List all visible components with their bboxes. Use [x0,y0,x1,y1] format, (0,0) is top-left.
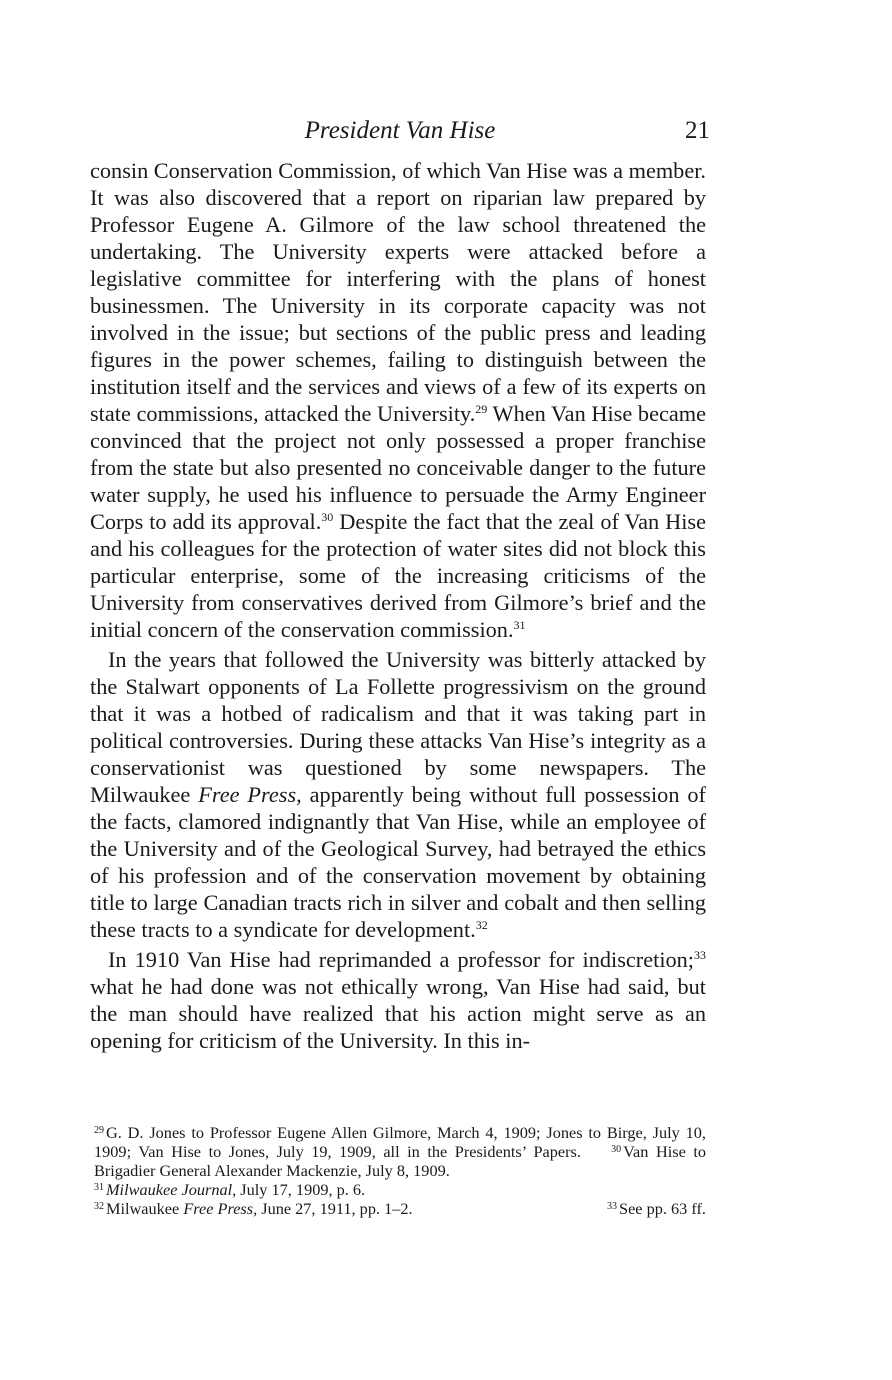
footnote-31-mark: 31 [94,1182,104,1193]
footnote-30-mark: 30 [611,1144,622,1155]
footnote-30-text: Van Hise to Brigadier General Alexander Mackenzie, July 8, 1909. [94,1142,707,1180]
note-ref-33: 33 [694,948,706,962]
footnote-32-text: June 27, 1911, pp. 1–2. [257,1199,413,1218]
paragraph-2-text-b: apparently being without full possession of the facts, clamored indignantly that Van Hise, while an employee of the University and of the Geological Survey, had betrayed the ethics of his profession and of the conservation movement by obtaining title to large Canadian tracts rich in silver and cobalt and then selling these tracts to a syndicate for development. [90,782,706,942]
paragraph-2-text-a: In the years that followed the University was bitterly attacked by the Stalwart opponents of La Follette progressivism on the ground that it was a hotbed of radicalism and that it was taking part in political controversies. During these attacks Van Hise’s integrity as a conservationist was questioned by some newspapers. The Milwaukee [90,647,706,807]
paragraph-2-italic: Free Press, [198,782,302,807]
paragraph-3-text-b: what he had done was not ethically wrong, Van Hise had said, but the man should have realized that his action might serve as an opening for criticism of the University. In this in- [90,974,706,1053]
body-text [90,157,706,1054]
paragraph-1-text-b: When Van Hise became convinced that the project not only possessed a proper franchise from the state but also presented no conceivable danger to the future water supply, he used his influence to persuade the Army Engineer Corps to add its approval. [90,401,706,534]
footnote-29-mark: 29 [94,1125,104,1136]
note-ref-31: 31 [513,618,526,632]
footnote-32-mark: 32 [94,1201,104,1212]
paragraph-1 [90,157,706,643]
running-head: President Van Hise [304,117,496,144]
footnote-29-text: G. D. Jones to Professor Eugene Allen Gilmore, March 4, 1909; Jones to Birge, July 10, 1909; Van Hise to Jones, July 19, 1909, all in the Presidents’ Papers. [94,1123,706,1161]
footnote-32-33 [90,1199,706,1218]
paragraph-1-text-a: consin Conservation Commission, of which Van Hise was a member. It was also discovered that a report on riparian law prepared by Professor Eugene A. Gilmore of the law school threatened the undertaking. The University experts were attacked before a legislative committee for interfering with the plans of honest businessmen. The University in its corporate capacity was not involved in the issue; but sections of the public press and leading figures in the power schemes, failing to distinguish between the institution itself and the services and views of a few of its experts on state commissions, attacked the University. [90,158,706,426]
note-ref-30: 30 [321,510,334,524]
footnote-31-italic: Milwaukee Journal, [106,1180,237,1199]
footnote-29-30 [90,1123,706,1180]
footnotes [90,1123,706,1218]
footnote-33-mark: 33 [607,1201,618,1212]
footnote-32-pre: Milwaukee [106,1199,184,1218]
footnote-32-italic: Free Press, [183,1199,258,1218]
footnote-33-text: See pp. 63 ff. [619,1199,706,1218]
note-ref-32: 32 [475,918,488,932]
paragraph-3 [90,946,706,1054]
paragraph-1-text-c: Despite the fact that the zeal of Van Hise and his colleagues for the protection of water sites did not block this particular enterprise, some of the increasing criticisms of the University from conservatives derived from Gilmore’s brief and the initial concern of the conservation commission. [90,509,706,642]
page-header [90,116,710,150]
footnote-31 [90,1180,706,1199]
footnote-31-text: July 17, 1909, p. 6. [236,1180,366,1199]
paragraph-3-text-a: In 1910 Van Hise had reprimanded a professor for indiscretion; [108,947,694,972]
page-number: 21 [685,117,710,144]
paragraph-2 [90,646,706,943]
note-ref-29: 29 [475,402,488,416]
